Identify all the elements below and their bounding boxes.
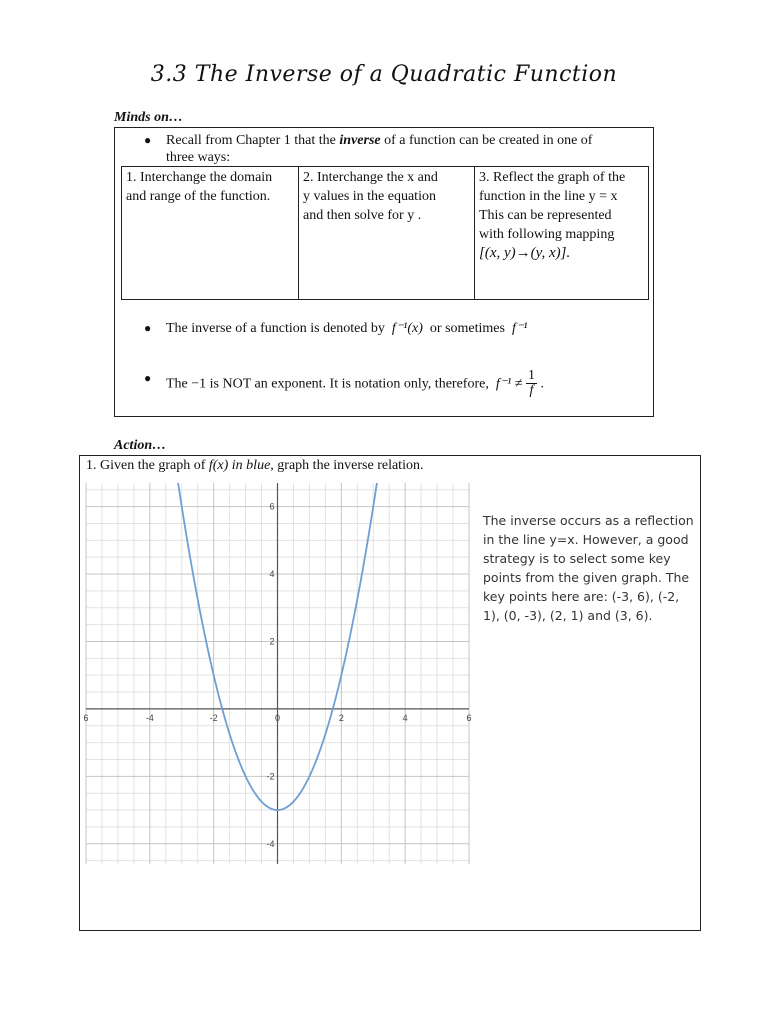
x-tick-label: 0 bbox=[274, 712, 281, 723]
y-tick-label: -2 bbox=[266, 771, 275, 782]
inverse-term: inverse bbox=[339, 133, 381, 148]
exponent-text: The −1 is NOT an exponent. It is notation only, therefore, bbox=[166, 376, 489, 392]
action-heading: Action… bbox=[114, 438, 167, 453]
three-ways-table bbox=[121, 166, 649, 300]
f-inverse: f⁻¹ bbox=[495, 376, 512, 392]
recall-text-line2: three ways: bbox=[166, 150, 231, 165]
f-inverse-x: f⁻¹(x) bbox=[391, 321, 423, 336]
bullet-icon: ● bbox=[144, 371, 152, 385]
f-inverse: f⁻¹ bbox=[511, 321, 528, 336]
action-box bbox=[79, 455, 701, 931]
y-tick-label: -4 bbox=[266, 838, 275, 849]
y-tick-label: 2 bbox=[269, 636, 275, 647]
page-title: 3.3 The Inverse of a Quadratic Function bbox=[150, 62, 618, 87]
in-blue-text: in blue bbox=[228, 458, 271, 473]
x-tick-label: 6 bbox=[466, 712, 472, 723]
way-3-cell bbox=[474, 167, 648, 299]
fraction-numerator: 1 bbox=[528, 368, 535, 383]
minds-on-heading: Minds on… bbox=[114, 110, 183, 125]
way-2-line: y values in the equation bbox=[303, 189, 436, 204]
way-3-line: 3. Reflect the graph of the bbox=[479, 170, 626, 185]
recall-text: Recall from Chapter 1 that the bbox=[166, 133, 340, 148]
mapping-notation: [(x, y)→(y, x)]. bbox=[479, 245, 571, 261]
way-1-cell bbox=[122, 167, 298, 299]
sentence-end: . bbox=[540, 376, 544, 392]
way-3-line: function in the line y = x bbox=[479, 189, 618, 204]
x-tick-label: 2 bbox=[338, 712, 344, 723]
notation-or: or sometimes bbox=[429, 321, 505, 336]
bullet-icon: ● bbox=[144, 321, 152, 335]
way-1-line: 1. Interchange the domain bbox=[126, 170, 273, 185]
reciprocal-fraction bbox=[526, 369, 537, 398]
way-2-cell bbox=[298, 167, 474, 299]
way-3-line: This can be represented bbox=[479, 208, 612, 223]
fraction-denominator: f bbox=[529, 383, 534, 398]
notation-text: The inverse of a function is denoted by bbox=[166, 321, 385, 336]
way-1-line: and range of the function. bbox=[126, 189, 271, 204]
question-text-end: , graph the inverse relation. bbox=[270, 458, 424, 473]
y-tick-label: 6 bbox=[269, 501, 275, 512]
x-tick-label: -2 bbox=[209, 712, 218, 723]
x-tick-label: -4 bbox=[145, 712, 154, 723]
way-3-line: with following mapping bbox=[479, 227, 615, 242]
recall-text-end: of a function can be created in one of bbox=[380, 133, 593, 148]
handwritten-note: The inverse occurs as a reflection in the line y=x. However, a good strategy is to select some key points from the given graph. The key points here are: (-3, 6), (-2, 1), (0, -3), (2, 1) and (3, 6). bbox=[483, 513, 694, 623]
bullet-icon: ● bbox=[144, 133, 152, 147]
not-equal-sign: ≠ bbox=[514, 376, 523, 392]
question-text: 1. Given the graph of bbox=[86, 458, 209, 473]
y-tick-label: 4 bbox=[269, 569, 275, 580]
way-2-line: 2. Interchange the x and bbox=[303, 170, 438, 185]
way-2-line: and then solve for y . bbox=[303, 208, 422, 223]
x-tick-label: 6 bbox=[83, 712, 89, 723]
fx-notation: f(x) bbox=[208, 458, 229, 473]
x-tick-label: 4 bbox=[402, 712, 408, 723]
